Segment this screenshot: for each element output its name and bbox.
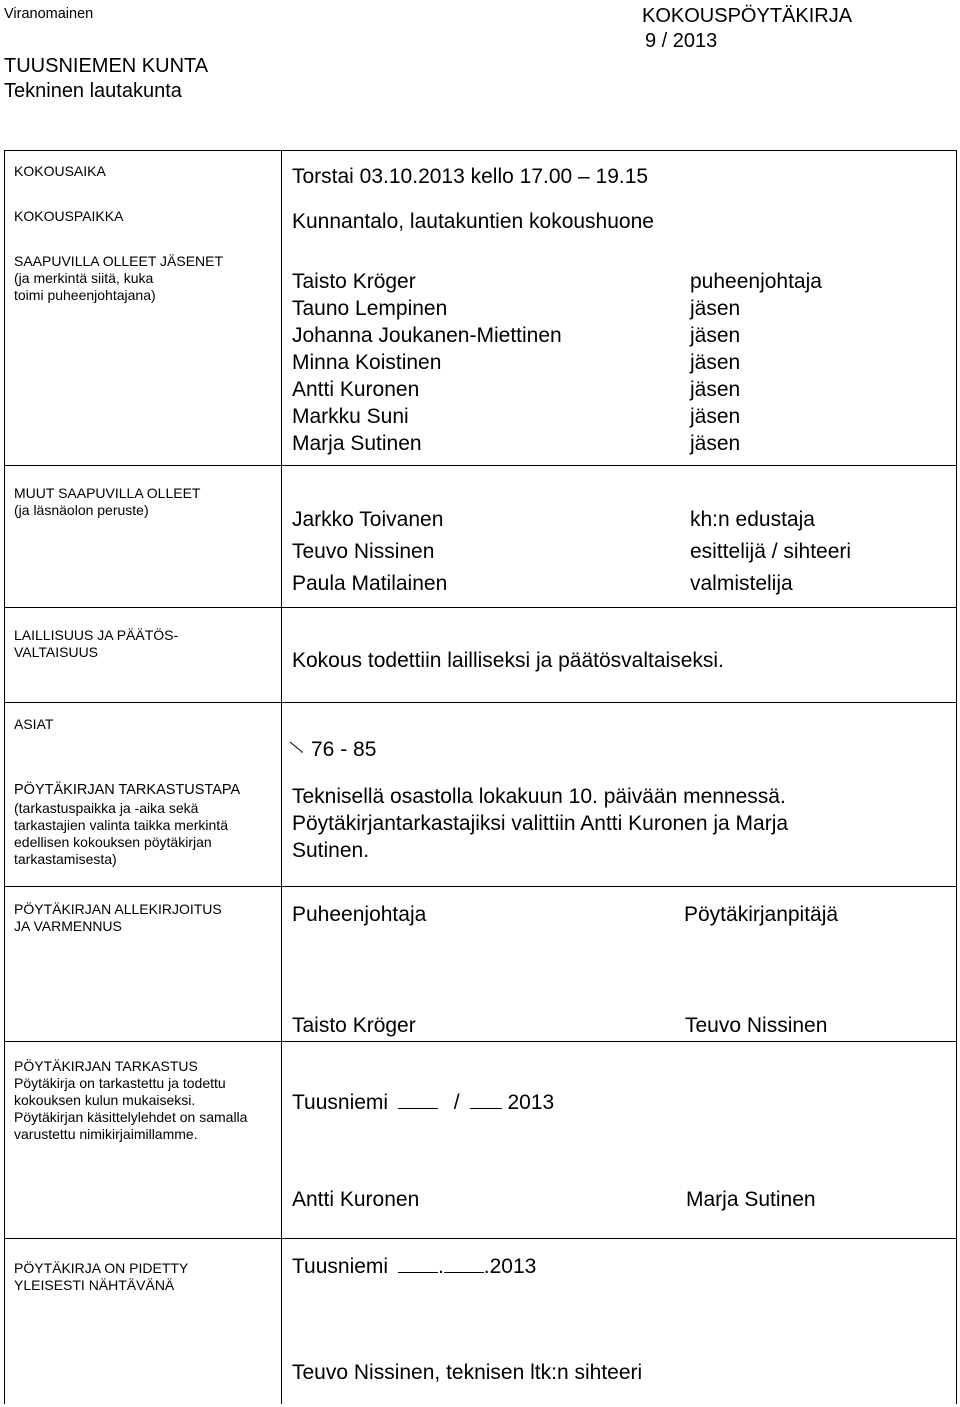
bracket-icon [289, 741, 304, 765]
public-place: Tuusniemi [292, 1255, 389, 1278]
authority-label: Viranomainen [4, 6, 94, 22]
inspection-place: Tuusniemi [292, 1091, 389, 1114]
inspector-1-name: Antti Kuronen [292, 1188, 420, 1211]
secretary-name: Teuvo Nissinen [685, 1014, 828, 1037]
member-role: jäsen [690, 432, 741, 455]
municipality-name: TUUSNIEMEN KUNTA [4, 55, 209, 77]
others-roles-list [690, 504, 851, 600]
member-role: puheenjohtaja [690, 270, 822, 293]
member-role: jäsen [690, 351, 741, 374]
day-blank [398, 1255, 438, 1273]
chair-title: Puheenjohtaja [292, 903, 427, 926]
other-role: valmistelija [690, 572, 793, 595]
legality-value: Kokous todettiin lailliseksi ja päätösvaltaiseksi. [292, 649, 724, 672]
inspection-method-detail: (tarkastuspaikka ja -aika sekä tarkastajien valinta taikka merkintä edellisen kokouksen pöytäkirjan tarkastamisesta) [14, 800, 228, 867]
member-row: Markku Suni [292, 405, 409, 428]
others-list [292, 504, 447, 600]
public-signer: Teuvo Nissinen, teknisen ltk:n sihteeri [292, 1361, 643, 1384]
member-row: Tauno Lempinen [292, 297, 448, 320]
members-list [292, 268, 562, 457]
inspection-method-label: PÖYTÄKIRJAN TARKASTUSTAPA [14, 782, 241, 798]
month-blank [470, 1091, 502, 1109]
other-role: kh:n edustaja [690, 508, 815, 531]
board-name: Tekninen lautakunta [4, 80, 182, 102]
member-row: Minna Koistinen [292, 351, 442, 374]
inspection-date-line [292, 1089, 554, 1116]
date-dot: . [437, 1255, 444, 1278]
items-label: ASIAT [14, 716, 54, 732]
other-role: esittelijä / sihteeri [690, 540, 852, 563]
member-roles-list [690, 268, 822, 457]
inspection-label: PÖYTÄKIRJAN TARKASTUS [14, 1058, 198, 1074]
inspection-year: 2013 [507, 1091, 555, 1114]
legality-label: LAILLISUUS JA PÄÄTÖS- VALTAISUUS [14, 627, 179, 660]
date-separator: / [453, 1091, 460, 1114]
member-row: Johanna Joukanen-Miettinen [292, 324, 562, 347]
member-role: jäsen [690, 405, 741, 428]
public-year: .2013 [483, 1255, 537, 1278]
member-role: jäsen [690, 324, 741, 347]
member-role: jäsen [690, 378, 741, 401]
other-row: Paula Matilainen [292, 572, 448, 595]
items-value: 76 - 85 [311, 738, 377, 761]
public-display-label: PÖYTÄKIRJA ON PIDETTY YLEISESTI NÄHTÄVÄNÄ [14, 1260, 189, 1293]
meeting-time-value: Torstai 03.10.2013 kello 17.00 – 19.15 [292, 165, 649, 188]
public-date-line [292, 1253, 536, 1280]
members-label: SAAPUVILLA OLLEET JÄSENET (ja merkintä siitä, kuka toimi puheenjohtajana) [14, 253, 224, 303]
meeting-place-label: KOKOUSPAIKKA [14, 208, 124, 224]
member-row: Taisto Kröger [292, 270, 416, 293]
day-blank [398, 1091, 438, 1109]
others-label: MUUT SAAPUVILLA OLLEET (ja läsnäolon peruste) [14, 485, 201, 518]
inspector-2-name: Marja Sutinen [686, 1188, 816, 1211]
document-number: 9 / 2013 [645, 30, 718, 52]
chair-name: Taisto Kröger [292, 1014, 416, 1037]
member-row: Marja Sutinen [292, 432, 422, 455]
member-role: jäsen [690, 297, 741, 320]
meeting-place-value: Kunnantalo, lautakuntien kokoushuone [292, 210, 654, 233]
meeting-time-label: KOKOUSAIKA [14, 163, 106, 179]
inspection-detail: Pöytäkirja on tarkastettu ja todettu kokouksen kulun mukaiseksi. Pöytäkirjan käsittelylehdet on samalla varustettu nimikirjaimillamme. [14, 1075, 248, 1142]
secretary-title: Pöytäkirjanpitäjä [684, 903, 839, 926]
month-blank [444, 1255, 484, 1273]
signature-label: PÖYTÄKIRJAN ALLEKIRJOITUS JA VARMENNUS [14, 901, 222, 934]
document-type: KOKOUSPÖYTÄKIRJA [642, 5, 853, 27]
other-row: Teuvo Nissinen [292, 540, 435, 563]
member-row: Antti Kuronen [292, 378, 420, 401]
inspection-method-value: Teknisellä osastolla lokakuun 10. päivään mennessä. Pöytäkirjantarkastajiksi valittiin Antti Kuronen ja Marja Sutinen. [292, 785, 789, 862]
other-row: Jarkko Toivanen [292, 508, 444, 531]
